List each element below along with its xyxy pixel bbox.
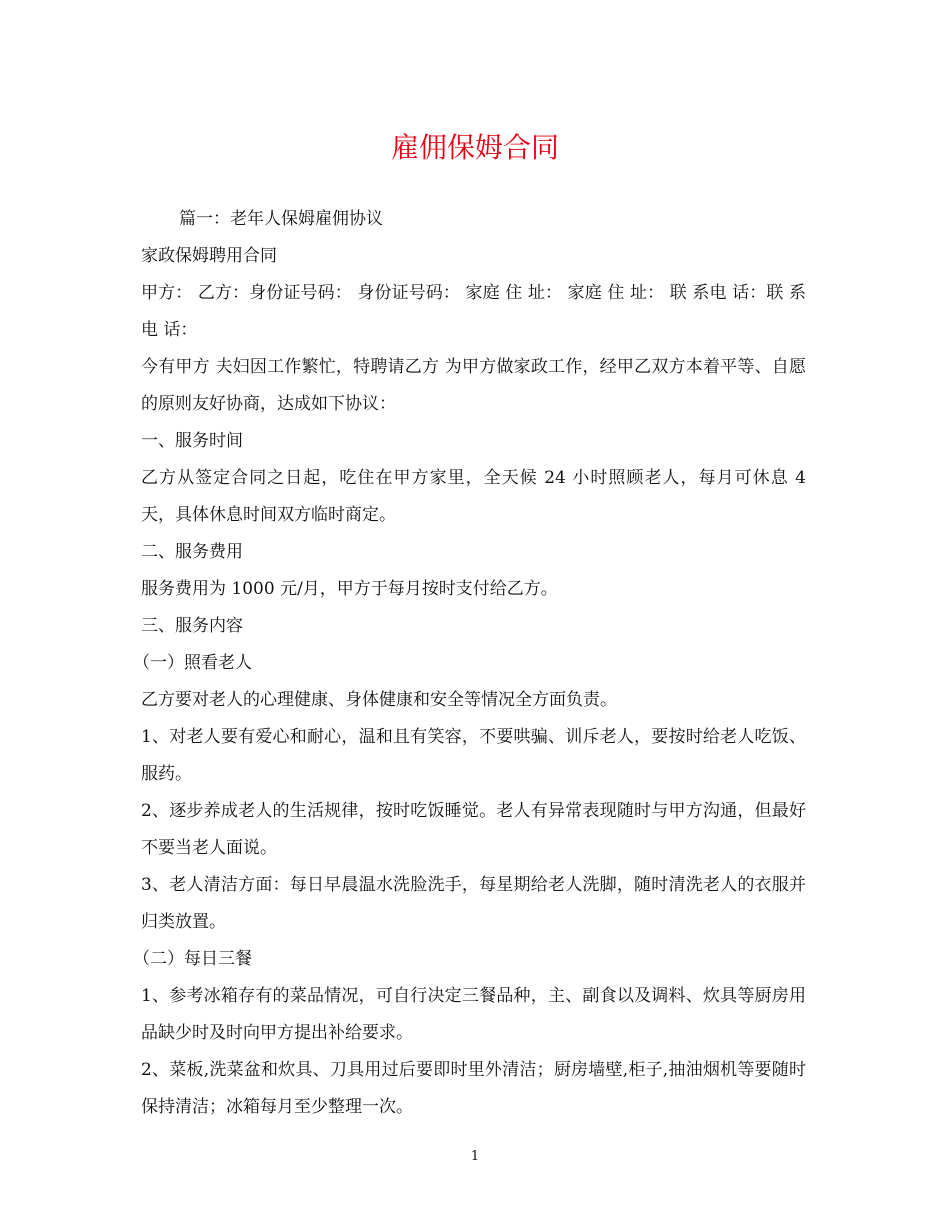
daily-meals-item-2: 2、菜板,洗菜盆和炊具、刀具用过后要即时里外清洁；厨房墙壁,柜子,抽油烟机等要随时保持清洁；冰箱每月至少整理一次。 — [141, 1060, 806, 1117]
document-title: 雇佣保姆合同 — [390, 131, 559, 164]
daily-meals-item-1: 1、参考冰箱存有的菜品情况，可自行决定三餐品种，主、副食以及调料、炊具等厨房用品缺少时及时向甲方提出补给要求。 — [141, 986, 806, 1043]
elder-care-item-2: 2、逐步养成老人的生活规律，按时吃饭睡觉。老人有异常表现随时与甲方沟通，但最好不要当老人面说。 — [141, 801, 806, 858]
elder-care-item-1: 1、对老人要有爱心和耐心，温和且有笑容，不要哄骗、训斥老人，要按时给老人吃饭、服药。 — [141, 727, 806, 784]
service-time-paragraph: 乙方从签定合同之日起，吃住在甲方家里，全天候 24 小时照顾老人，每月可休息 4 天，具体休息时间双方临时商定。 — [141, 468, 806, 525]
elder-care-intro-paragraph: 乙方要对老人的心理健康、身体健康和安全等情况全方面负责。 — [141, 690, 617, 710]
section-heading-part-one: 篇一：老年人保姆雇佣协议 — [179, 209, 383, 229]
section-heading-service-fee: 二、服务费用 — [141, 542, 243, 562]
preamble-paragraph: 今有甲方 夫妇因工作繁忙，特聘请乙方 为甲方做家政工作，经甲乙双方本着平等、自愿的原则友好协商，达成如下协议： — [141, 357, 806, 414]
page-number: 1 — [470, 1149, 480, 1164]
subsection-heading-daily-meals: （二）每日三餐 — [133, 949, 252, 969]
contract-subtitle: 家政保姆聘用合同 — [141, 246, 277, 266]
service-fee-paragraph: 服务费用为 1000 元/月，甲方于每月按时支付给乙方。 — [141, 579, 558, 599]
subsection-heading-elder-care: （一）照看老人 — [133, 653, 252, 673]
parties-info-paragraph: 甲方： 乙方：身份证号码： 身份证号码： 家庭 住 址： 家庭 住 址： 联 系电 话：联 系电 话： — [141, 283, 806, 340]
elder-care-item-3: 3、老人清洁方面：每日早晨温水洗脸洗手，每星期给老人洗脚，随时清洗老人的衣服并归类放置。 — [141, 875, 806, 932]
document-body — [133, 201, 806, 1126]
section-heading-service-content: 三、服务内容 — [141, 616, 243, 636]
section-heading-service-time: 一、服务时间 — [141, 431, 243, 451]
